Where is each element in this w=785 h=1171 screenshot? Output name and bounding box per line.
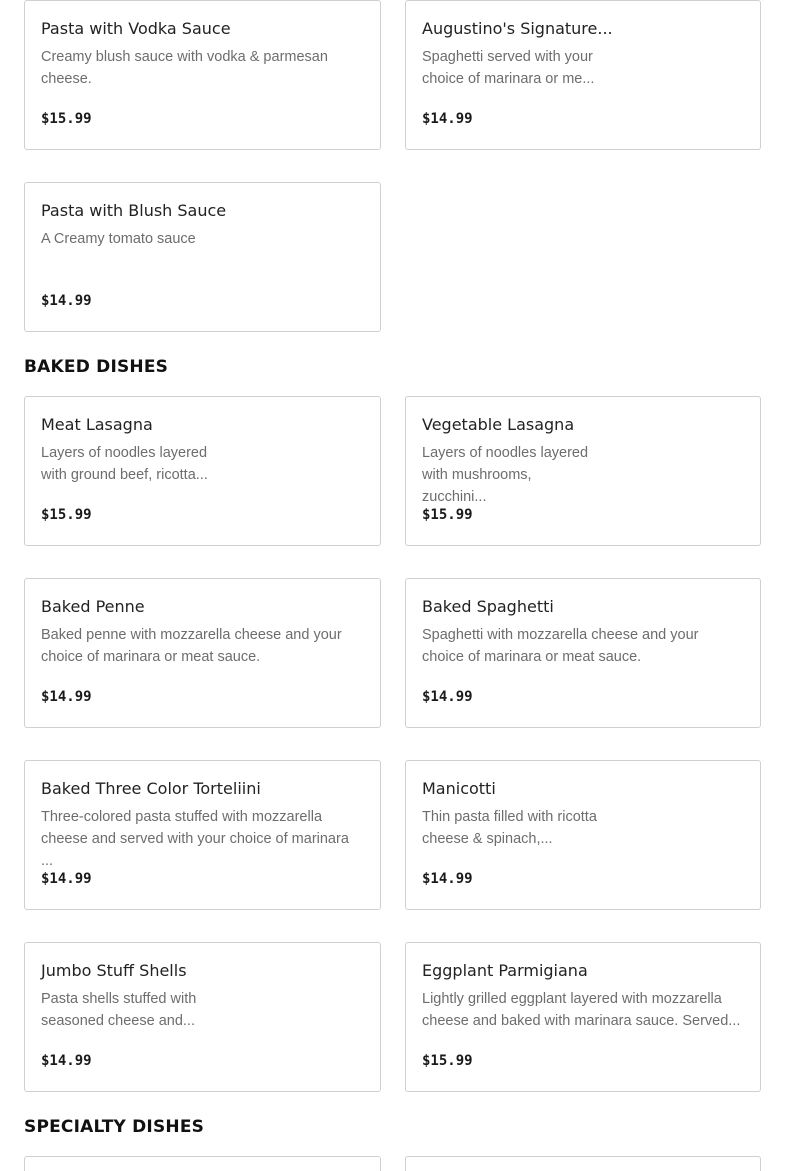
menu-item-price: $15.99 bbox=[41, 111, 92, 127]
menu-item-description: Layers of noodles layered with ground beef, ricotta... bbox=[41, 445, 208, 483]
menu-item-name: Pasta with Blush Sauce bbox=[41, 201, 227, 220]
menu-item-card[interactable] bbox=[405, 396, 761, 546]
menu-item-price: $14.99 bbox=[41, 1053, 92, 1069]
menu-item-card[interactable] bbox=[24, 182, 381, 332]
menu-item-card[interactable] bbox=[405, 1156, 761, 1171]
menu-item-name: Baked Penne bbox=[41, 597, 145, 616]
menu-item-card[interactable] bbox=[24, 1156, 381, 1171]
menu-item-price: $14.99 bbox=[41, 293, 92, 309]
menu-item-card[interactable] bbox=[405, 0, 761, 150]
menu-item-name: Eggplant Parmigiana bbox=[422, 961, 588, 980]
menu-item-price: $15.99 bbox=[422, 1053, 473, 1069]
menu-item-description: Pasta shells stuffed with seasoned cheese and... bbox=[41, 991, 197, 1029]
menu-item-price: $15.99 bbox=[422, 507, 473, 523]
menu-item-description: Layers of noodles layered with mushrooms, zucchini... bbox=[422, 445, 589, 505]
section-heading-baked-dishes: BAKED DISHES bbox=[24, 357, 169, 377]
section-heading-specialty-dishes: SPECIALTY DISHES bbox=[24, 1117, 205, 1137]
menu-item-name: Manicotti bbox=[422, 779, 496, 798]
menu-item-description: A Creamy tomato sauce bbox=[41, 231, 196, 247]
menu-item-description: Three-colored pasta stuffed with mozzarella cheese and served with your choice of marinara ... bbox=[41, 809, 349, 869]
menu-item-description: Spaghetti with mozzarella cheese and your choice of marinara or meat sauce. bbox=[422, 627, 699, 665]
menu-item-name: Meat Lasagna bbox=[41, 415, 153, 434]
menu-item-description: Thin pasta filled with ricotta cheese & spinach,... bbox=[422, 809, 597, 847]
menu-item-description: Baked penne with mozzarella cheese and your choice of marinara or meat sauce. bbox=[41, 627, 342, 665]
menu-item-description: Spaghetti served with your choice of marinara or me... bbox=[422, 49, 595, 87]
menu-item-description: Lightly grilled eggplant layered with mozzarella cheese and baked with marinara sauce. Served... bbox=[422, 991, 741, 1029]
menu-item-name: Baked Spaghetti bbox=[422, 597, 554, 616]
menu-item-name: Pasta with Vodka Sauce bbox=[41, 19, 231, 38]
menu-item-name: Augustino's Signature... bbox=[422, 19, 613, 38]
menu-item-description: Creamy blush sauce with vodka & parmesan cheese. bbox=[41, 49, 328, 87]
menu-item-price: $14.99 bbox=[41, 689, 92, 705]
menu-item-name: Baked Three Color Torteliini bbox=[41, 779, 261, 798]
menu-item-price: $14.99 bbox=[41, 871, 92, 887]
menu-item-card[interactable] bbox=[24, 942, 381, 1092]
menu-item-price: $14.99 bbox=[422, 871, 473, 887]
menu-item-card[interactable] bbox=[24, 578, 381, 728]
menu-item-name: Jumbo Stuff Shells bbox=[41, 961, 187, 980]
menu-item-card[interactable] bbox=[405, 942, 761, 1092]
menu-item-card[interactable] bbox=[405, 760, 761, 910]
menu-item-name: Vegetable Lasagna bbox=[422, 415, 575, 434]
menu-item-card[interactable] bbox=[405, 578, 761, 728]
menu-item-card[interactable] bbox=[24, 0, 381, 150]
menu-item-price: $15.99 bbox=[41, 507, 92, 523]
menu-item-card[interactable] bbox=[24, 396, 381, 546]
menu-item-card[interactable] bbox=[24, 760, 381, 910]
menu-item-price: $14.99 bbox=[422, 111, 473, 127]
menu-item-price: $14.99 bbox=[422, 689, 473, 705]
